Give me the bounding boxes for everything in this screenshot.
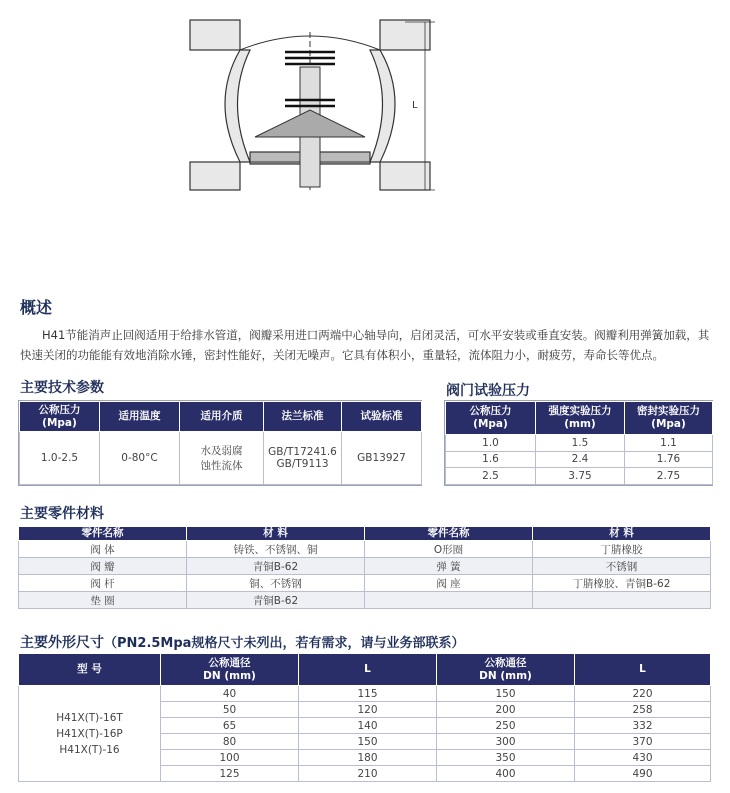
dims-cell: 430 <box>575 750 711 766</box>
dims-cell: 150 <box>299 734 437 750</box>
parts-cell: 弹 簧 <box>365 558 533 575</box>
dims-cell: 250 <box>437 718 575 734</box>
parts-cell <box>533 592 711 609</box>
model-name: H41X(T)-16T <box>56 711 123 724</box>
dims-cell: 200 <box>437 702 575 718</box>
dims-cell: 300 <box>437 734 575 750</box>
dims-cell: 140 <box>299 718 437 734</box>
dims-cell: 332 <box>575 718 711 734</box>
test-pressure-table <box>445 401 713 485</box>
tech-cell-pressure: 1.0-2.5 <box>20 432 100 485</box>
dims-cell: 400 <box>437 766 575 782</box>
parts-materials-table-frame <box>18 526 710 609</box>
parts-cell: O形圈 <box>365 541 533 558</box>
parts-cell: 青铜B-62 <box>187 558 365 575</box>
parts-cell: 垫 圈 <box>19 592 187 609</box>
dims-header-dn-left: 公称通径 DN (mm) <box>161 654 299 686</box>
parts-cell: 不锈钢 <box>533 558 711 575</box>
test-cell: 2.5 <box>446 468 536 485</box>
model-name: H41X(T)-16 <box>59 743 120 756</box>
parts-cell: 丁腈橡胶、青铜B-62 <box>533 575 711 592</box>
dims-model-cell <box>19 686 161 782</box>
tech-cell-temperature: 0-80°C <box>100 432 180 485</box>
valve-cross-section-diagram <box>180 12 440 197</box>
parts-cell: 阀 杆 <box>19 575 187 592</box>
dims-cell: 350 <box>437 750 575 766</box>
test-cell: 3.75 <box>536 468 625 485</box>
tech-header-medium: 适用介质 <box>180 402 264 432</box>
test-cell: 1.1 <box>625 435 713 452</box>
parts-header-name-right: 零件名称 <box>365 527 533 541</box>
tech-params-table-frame <box>18 400 422 486</box>
dimensions-table-frame <box>18 653 710 782</box>
parts-cell <box>365 592 533 609</box>
model-name: H41X(T)-16P <box>56 727 123 740</box>
dims-header-l-left: L <box>299 654 437 686</box>
dims-cell: 40 <box>161 686 299 702</box>
parts-header-material-right: 材 料 <box>533 527 711 541</box>
dims-cell: 210 <box>299 766 437 782</box>
dimension-label-l: L <box>412 100 418 111</box>
test-cell: 2.4 <box>536 451 625 468</box>
dims-header-model: 型 号 <box>19 654 161 686</box>
test-cell: 1.6 <box>446 451 536 468</box>
dims-header-l-right: L <box>575 654 711 686</box>
dims-cell: 258 <box>575 702 711 718</box>
tech-header-temperature: 适用温度 <box>100 402 180 432</box>
dims-cell: 65 <box>161 718 299 734</box>
dims-cell: 50 <box>161 702 299 718</box>
overview-title: 概述 <box>20 298 53 317</box>
parts-header-name-left: 零件名称 <box>19 527 187 541</box>
dims-cell: 120 <box>299 702 437 718</box>
tech-cell-flange: GB/T17241.6 GB/T9113 <box>264 432 342 485</box>
parts-cell: 丁腈橡胶 <box>533 541 711 558</box>
dimensions-title: 主要外形尺寸 <box>20 635 104 651</box>
dims-cell: 115 <box>299 686 437 702</box>
dims-cell: 100 <box>161 750 299 766</box>
test-cell: 1.5 <box>536 435 625 452</box>
parts-cell: 铜、不锈钢 <box>187 575 365 592</box>
parts-cell: 阀 瓣 <box>19 558 187 575</box>
test-pressure-title: 阀门试验压力 <box>446 383 530 399</box>
dims-cell: 125 <box>161 766 299 782</box>
dims-cell: 80 <box>161 734 299 750</box>
tech-params-title: 主要技术参数 <box>20 380 104 396</box>
tech-cell-medium: 水及弱腐 蚀性流体 <box>180 432 264 485</box>
dimensions-table <box>18 653 711 782</box>
test-header-strength: 强度实验压力 (mm) <box>536 402 625 435</box>
parts-cell: 铸铁、不锈钢、铜 <box>187 541 365 558</box>
dims-cell: 490 <box>575 766 711 782</box>
test-header-pressure: 公称压力 (Mpa) <box>446 402 536 435</box>
dims-cell: 370 <box>575 734 711 750</box>
tech-header-flange: 法兰标准 <box>264 402 342 432</box>
dimensions-heading <box>20 632 464 652</box>
dimensions-subtitle: （PN2.5Mpa规格尺寸未列出，若有需求，请与业务部联系） <box>104 636 465 651</box>
overview-text: H41节能消声止回阀适用于给排水管道，阀瓣采用进口两端中心轴导向，启闭灵活，可水平安装或垂直安装。阀瓣利用弹簧加载，其快速关闭的功能能有效地消除水锤，密封性能好，关闭无噪声。它具有体积小，重量轻，流体阻力小，耐疲劳，寿命长等优点。 <box>20 328 710 362</box>
parts-materials-table <box>18 526 711 609</box>
test-pressure-table-frame <box>444 400 713 486</box>
test-cell: 1.0 <box>446 435 536 452</box>
dims-cell: 150 <box>437 686 575 702</box>
tech-params-table <box>19 401 422 485</box>
parts-cell: 青铜B-62 <box>187 592 365 609</box>
test-header-seal: 密封实验压力 (Mpa) <box>625 402 713 435</box>
test-cell: 2.75 <box>625 468 713 485</box>
test-cell: 1.76 <box>625 451 713 468</box>
parts-cell: 阀 体 <box>19 541 187 558</box>
tech-header-test-standard: 试验标准 <box>342 402 422 432</box>
parts-materials-title: 主要零件材料 <box>20 506 104 522</box>
dims-cell: 180 <box>299 750 437 766</box>
tech-header-pressure: 公称压力 (Mpa) <box>20 402 100 432</box>
tech-cell-test-standard: GB13927 <box>342 432 422 485</box>
dims-cell: 220 <box>575 686 711 702</box>
parts-cell: 阀 座 <box>365 575 533 592</box>
dims-header-dn-right: 公称通径 DN (mm) <box>437 654 575 686</box>
parts-header-material-left: 材 料 <box>187 527 365 541</box>
